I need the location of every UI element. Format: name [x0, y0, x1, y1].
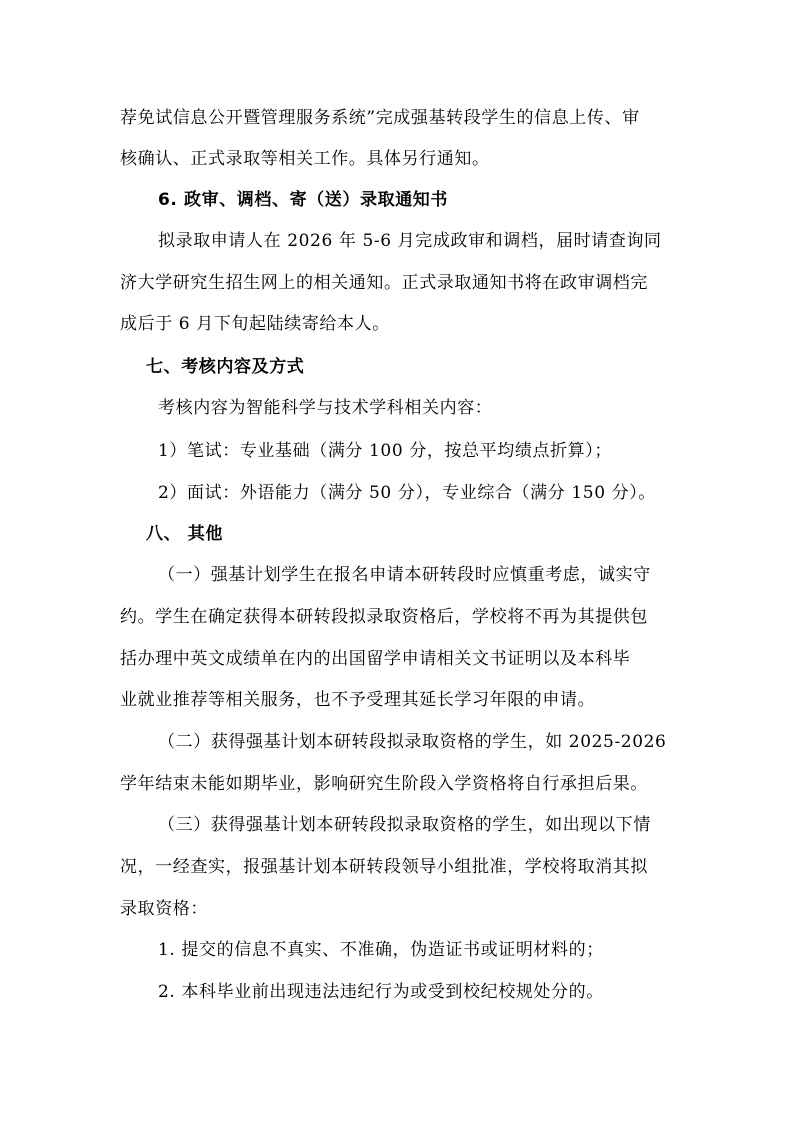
paragraph-line: 录取资格： — [120, 899, 208, 919]
paragraph-line: （二）获得强基计划本研转段拟录取资格的学生，如 2025-2026 — [158, 732, 667, 752]
section-heading: 八、 其他 — [146, 524, 223, 544]
section-heading: 6. 政审、调档、寄（送）录取通知书 — [158, 190, 449, 210]
paragraph-line: 约。学生在确定获得本研转段拟录取资格后，学校将不再为其提供包 — [120, 607, 648, 627]
paragraph-line: 况，一经查实，报强基计划本研转段领导小组批准，学校将取消其拟 — [120, 857, 648, 877]
paragraph-line: （三）获得强基计划本研转段拟录取资格的学生，如出现以下情 — [158, 815, 651, 835]
list-item: 1）笔试：专业基础（满分 100 分，按总平均绩点折算）； — [158, 441, 612, 461]
paragraph-line: 考核内容为智能科学与技术学科相关内容： — [158, 398, 493, 418]
section-heading: 七、考核内容及方式 — [146, 357, 305, 377]
paragraph-line: 业就业推荐等相关服务，也不予受理其延长学习年限的申请。 — [120, 690, 596, 710]
paragraph-line: 学年结束未能如期毕业，影响研究生阶段入学资格将自行承担后果。 — [120, 774, 648, 794]
list-item: 1. 提交的信息不真实、不准确，伪造证书或证明材料的； — [158, 940, 604, 960]
paragraph-line: 成后于 6 月下旬起陆续寄给本人。 — [120, 314, 390, 334]
paragraph-line: 济大学研究生招生网上的相关通知。正式录取通知书将在政审调档完 — [120, 273, 648, 293]
paragraph-line: 荐免试信息公开暨管理服务系统”完成强基转段学生的信息上传、审 — [120, 108, 640, 128]
paragraph-line: 核确认、正式录取等相关工作。具体另行通知。 — [120, 149, 490, 169]
paragraph-line: （一）强基计划学生在报名申请本研转段时应慎重考虑，诚实守 — [158, 565, 651, 585]
paragraph-line: 括办理中英文成绩单在内的出国留学申请相关文书证明以及本科毕 — [120, 649, 631, 669]
list-item: 2. 本科毕业前出现违法违纪行为或受到校纪校规处分的。 — [158, 982, 604, 1002]
list-item: 2）面试：外语能力（满分 50 分），专业综合（满分 150 分）。 — [158, 483, 656, 503]
paragraph-line: 拟录取申请人在 2026 年 5-6 月完成政审和调档，届时请查询同 — [158, 231, 662, 251]
